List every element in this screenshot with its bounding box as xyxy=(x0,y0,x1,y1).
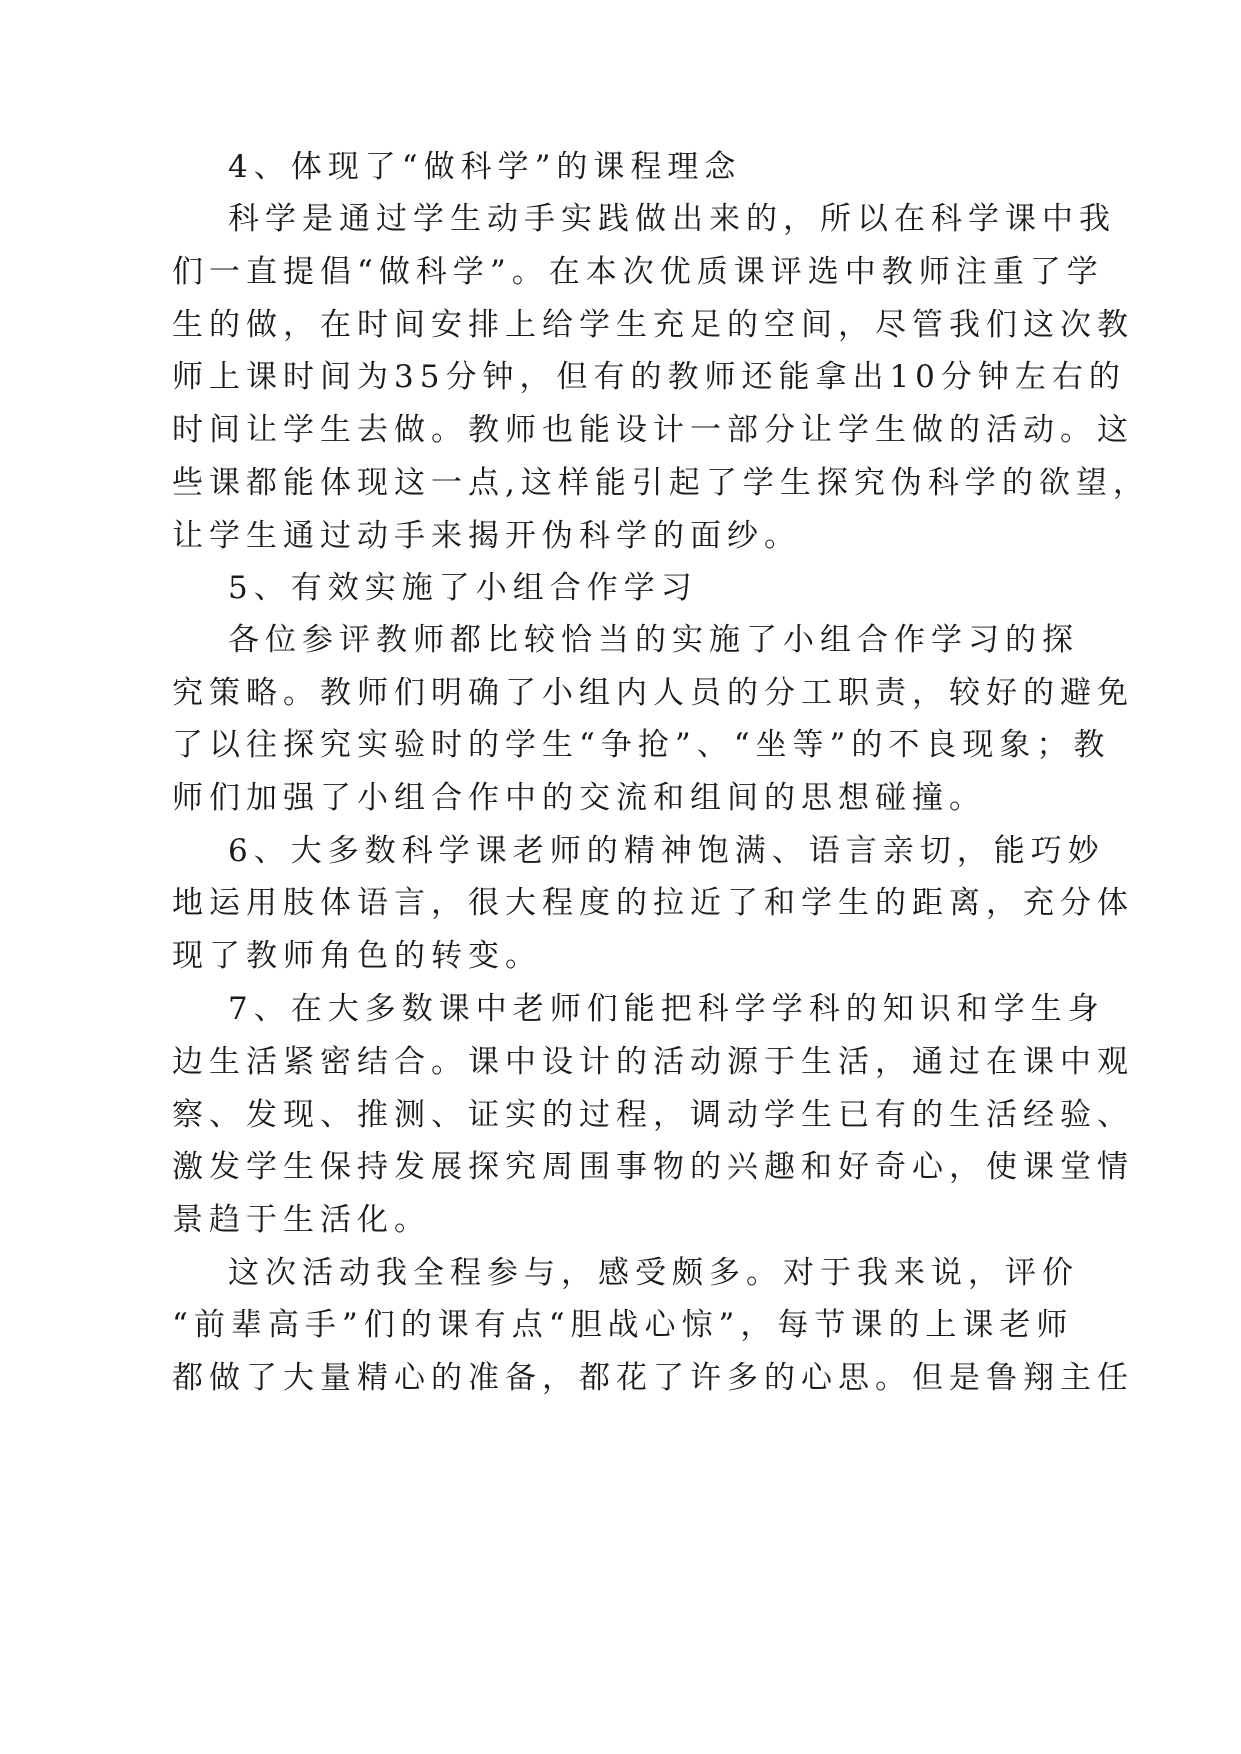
paragraph-line: 都做了大量精心的准备，都花了许多的心思。但是鲁翔主任 xyxy=(172,1360,1134,1396)
paragraph-line: 这次活动我全程参与，感受颇多。对于我来说，评价 xyxy=(228,1255,1079,1291)
paragraph-line: 激发学生保持发展探究周围事物的兴趣和好奇心，使课堂情 xyxy=(172,1149,1134,1185)
section-heading-4: 4、体现了“做科学”的课程理念 xyxy=(228,149,742,185)
paragraph-line: 些课都能体现这一点,这样能引起了学生探究伪科学的欲望， xyxy=(172,465,1150,501)
section-heading-5: 5、有效实施了小组合作学习 xyxy=(228,570,698,606)
paragraph-line: 边生活紧密结合。课中设计的活动源于生活，通过在课中观 xyxy=(172,1044,1134,1080)
paragraph-line: 察、发现、推测、证实的过程，调动学生已有的生活经验、 xyxy=(172,1097,1134,1133)
paragraph-line: 地运用肢体语言，很大程度的拉近了和学生的距离，充分体 xyxy=(172,885,1134,921)
paragraph-line: 了以往探究实验时的学生“争抢”、“坐等”的不良现象；教 xyxy=(172,727,1111,763)
section-heading-6: 6、大多数科学课老师的精神饱满、语言亲切，能巧妙 xyxy=(228,833,1105,869)
paragraph-line: 各位参评教师都比较恰当的实施了小组合作学习的探 xyxy=(228,622,1079,658)
paragraph-line: 师上课时间为35分钟，但有的教师还能拿出10分钟左右的 xyxy=(172,359,1126,395)
paragraph-line: 师们加强了小组合作中的交流和组间的思想碰撞。 xyxy=(172,780,986,816)
paragraph-line: 让学生通过动手来揭开伪科学的面纱。 xyxy=(172,518,801,554)
paragraph-line: 科学是通过学生动手实践做出来的，所以在科学课中我 xyxy=(228,201,1116,237)
section-heading-7: 7、在大多数课中老师们能把科学学科的知识和学生身 xyxy=(228,991,1105,1027)
paragraph-line: 们一直提倡“做科学”。在本次优质课评选中教师注重了学 xyxy=(172,254,1104,290)
paragraph-line: 景趋于生活化。 xyxy=(172,1202,431,1238)
paragraph-line: 究策略。教师们明确了小组内人员的分工职责，较好的避免 xyxy=(172,675,1134,711)
paragraph-line: 生的做，在时间安排上给学生充足的空间，尽管我们这次教 xyxy=(172,307,1134,343)
paragraph-line: 现了教师角色的转变。 xyxy=(172,938,542,974)
paragraph-line: 时间让学生去做。教师也能设计一部分让学生做的活动。这 xyxy=(172,412,1134,448)
paragraph-line: “前辈高手”们的课有点“胆战心惊”，每节课的上课老师 xyxy=(172,1307,1074,1343)
